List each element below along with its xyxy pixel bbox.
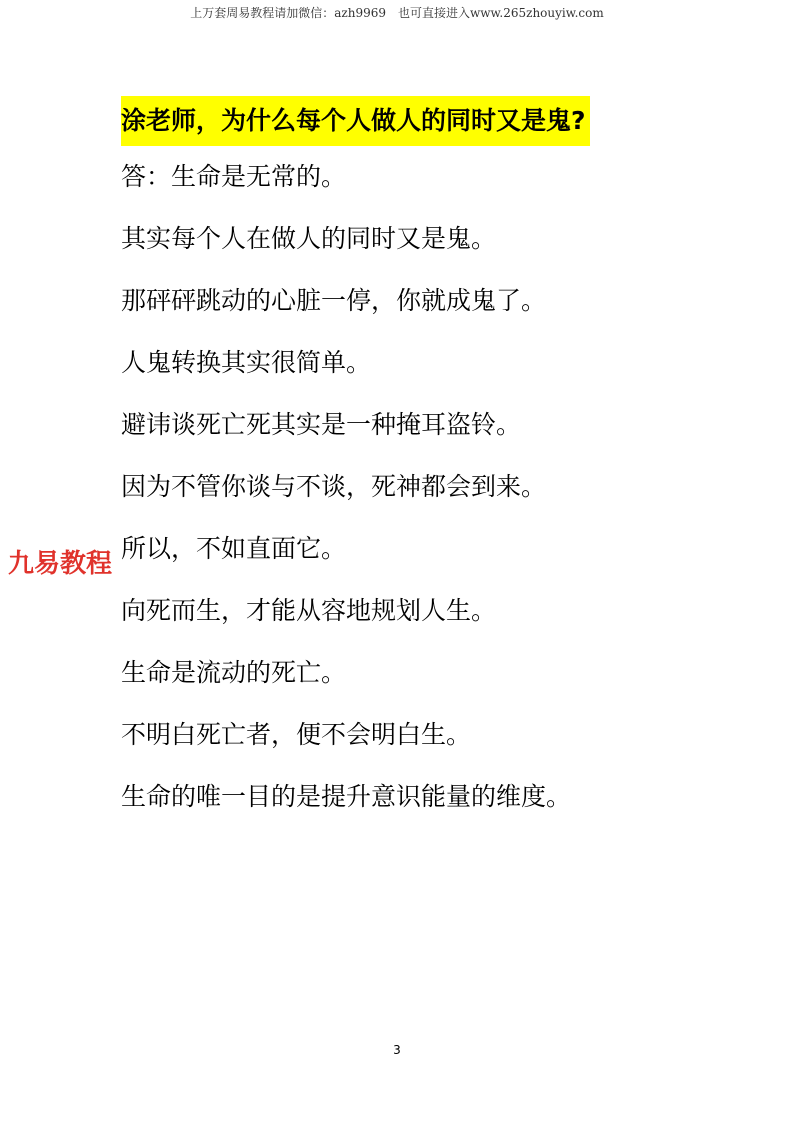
answer-line: 人鬼转换其实很简单。 [121, 348, 372, 377]
page-number: 3 [393, 1043, 401, 1057]
answer-line: 不明白死亡者，便不会明白生。 [121, 720, 472, 749]
answer-line: 因为不管你谈与不谈，死神都会到来。 [121, 472, 547, 501]
answer-line: 那砰砰跳动的心脏一停，你就成鬼了。 [121, 286, 547, 315]
watermark-logo: 九易教程 [8, 549, 113, 579]
answer-line: 所以，不如直面它。 [121, 534, 347, 563]
document-body [121, 96, 761, 828]
header-note: 上万套周易教程请加微信：azh9969 也可直接进入www.265zhouyiw.com [190, 6, 604, 20]
answer-lines [121, 146, 761, 828]
answer-line: 答：生命是无常的。 [121, 162, 347, 191]
question-title: 涂老师，为什么每个人做人的同时又是鬼? [121, 96, 590, 146]
answer-line: 其实每个人在做人的同时又是鬼。 [121, 224, 497, 253]
answer-line: 向死而生，才能从容地规划人生。 [121, 596, 497, 625]
answer-line: 避讳谈死亡死其实是一种掩耳盗铃。 [121, 410, 522, 439]
answer-line: 生命的唯一目的是提升意识能量的维度。 [121, 782, 572, 811]
answer-line: 生命是流动的死亡。 [121, 658, 347, 687]
